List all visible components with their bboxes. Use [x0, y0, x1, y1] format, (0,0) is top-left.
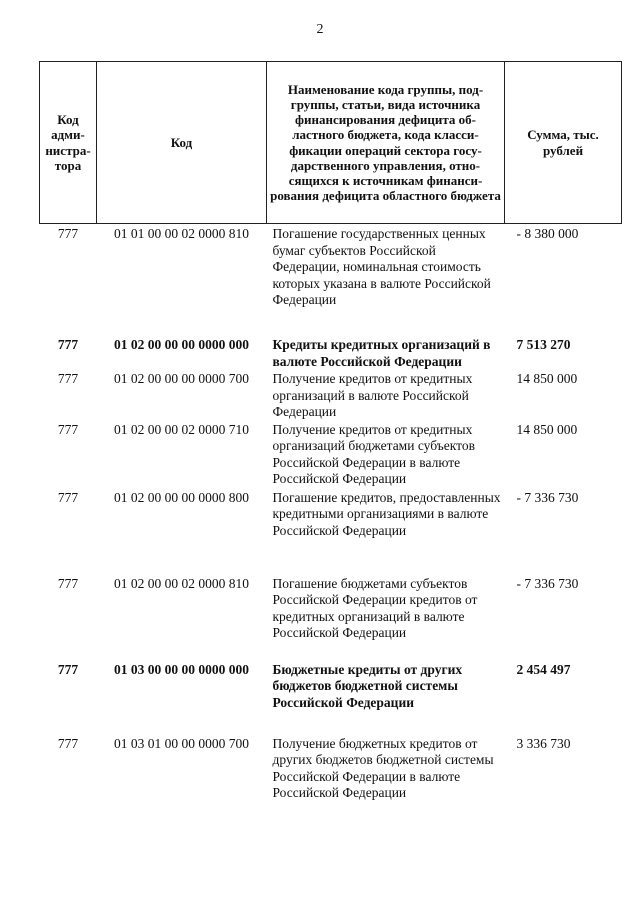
row-sum: 7 513 270: [516, 337, 571, 352]
header-admin-code: Код адми-нистра-тора: [40, 62, 97, 224]
table-header-row: [40, 62, 622, 224]
row-admin-code: 777: [57, 226, 79, 241]
row-code: 01 03 01 00 00 0000 700: [114, 735, 249, 751]
sources-of-financing-table: [39, 61, 622, 806]
row-code: 01 03 00 00 00 0000 000: [114, 661, 249, 677]
row-name: Погашение кредитов, предоставленных кредитными организациями в валюте Российской Федерации: [272, 489, 501, 538]
row-sum: 14 850 000: [516, 371, 578, 386]
row-sum: 14 850 000: [516, 421, 578, 437]
row-name: Получение кредитов от кредитных организаций бюджетами субъектов Российской Федерации в валюте Российской Федерации: [272, 421, 475, 486]
row-sum: - 7 336 730: [516, 575, 579, 591]
row-admin-code: 777: [57, 735, 79, 751]
row-name: Получение бюджетных кредитов от других бюджетов бюджетной системы Российской Федерации в валюте Российской Федерации: [272, 735, 494, 800]
table-row: [40, 488, 622, 576]
table-row: [40, 736, 622, 806]
row-code: 01 01 00 00 02 0000 810: [114, 226, 249, 241]
row-sum: - 8 380 000: [516, 226, 579, 241]
row-admin-code: 777: [57, 489, 79, 505]
row-admin-code: 777: [57, 337, 79, 352]
row-admin-code: 777: [57, 575, 79, 591]
table-row: [40, 662, 622, 736]
row-sum: 3 336 730: [516, 735, 571, 751]
row-code: 01 02 00 00 02 0000 710: [114, 421, 249, 437]
row-admin-code: 777: [57, 371, 79, 386]
row-name: Получение кредитов от кредитных организаций в валюте Российской Федерации: [272, 371, 473, 419]
table-row: [40, 224, 622, 334]
header-sum: Сумма, тыс. рублей: [505, 62, 622, 224]
row-sum: - 7 336 730: [516, 489, 579, 505]
row-admin-code: 777: [57, 421, 79, 437]
row-name: Бюджетные кредиты от других бюджетов бюджетной системы Российской Федерации: [272, 661, 463, 710]
row-admin-code: 777: [57, 661, 79, 677]
table-row: [40, 421, 622, 488]
table-row: [40, 370, 622, 421]
page-number: 2: [316, 22, 324, 37]
row-code: 01 02 00 00 00 0000 000: [114, 337, 249, 352]
header-code: Код: [97, 62, 267, 224]
row-name: Погашение бюджетами субъектов Российской Федерации кредитов от кредитных организаций в валюте Российской Федерации: [272, 575, 478, 640]
row-name: Кредиты кредитных организаций в валюте Российской Федерации: [272, 337, 491, 369]
row-sum: 2 454 497: [516, 661, 571, 677]
table-row: [40, 333, 622, 370]
row-code: 01 02 00 00 00 0000 800: [114, 489, 249, 505]
row-code: 01 02 00 00 00 0000 700: [114, 371, 249, 386]
header-name: Наименование кода группы, под-группы, статьи, вида источника финансирования дефицита об-ластного бюджета, кода класси-фикации операций сектора госу-дарственного управления, отно-сящихся к источникам финанси-рования дефицита областного бюджета: [267, 62, 505, 224]
row-code: 01 02 00 00 02 0000 810: [114, 575, 249, 591]
row-name: Погашение государственных ценных бумаг субъектов Российской Федерации, номинальная стоимость которых указана в валюте Российской Федерации: [272, 226, 491, 307]
table-row: [40, 576, 622, 662]
